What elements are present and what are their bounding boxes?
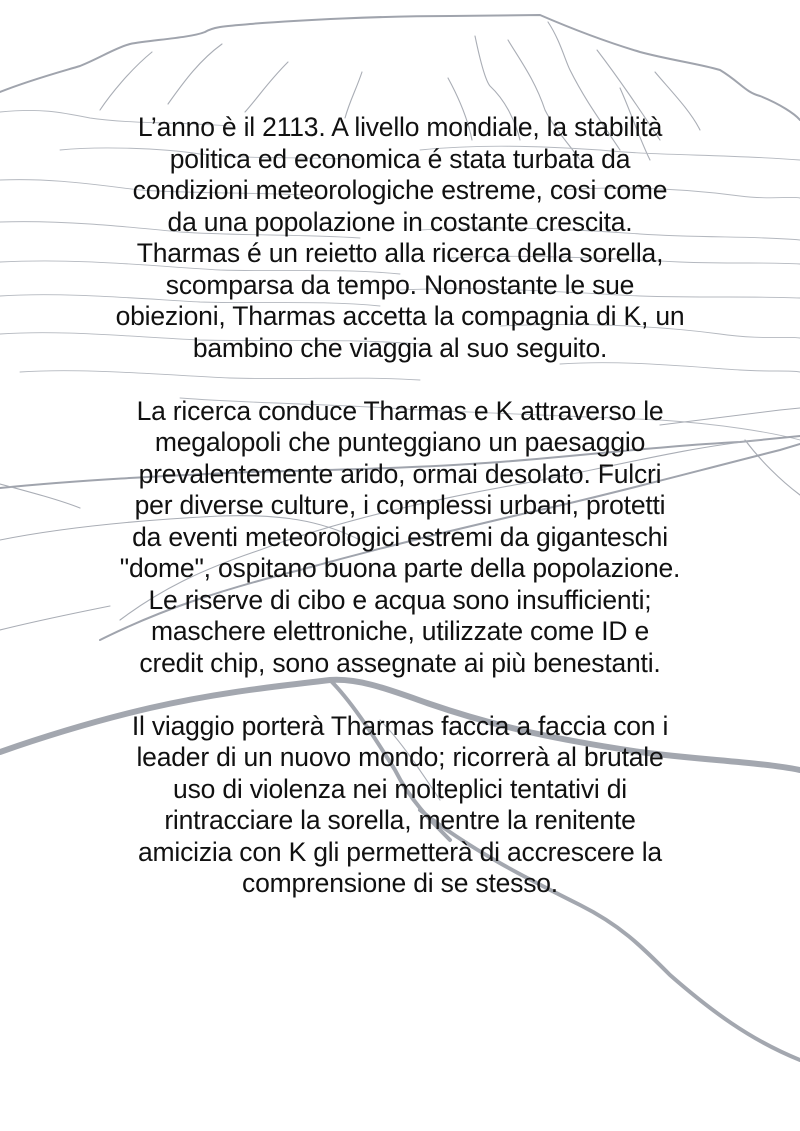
text-line: politica ed economica é stata turbata da	[169, 143, 631, 174]
text-line: bambino che viaggia al suo seguito.	[192, 332, 608, 363]
text-line: amicizia con K gli permetterà di accrescere la	[138, 836, 662, 867]
text-line: maschere elettroniche, utilizzate come ID e	[150, 616, 650, 646]
text-line: Le riserve di cibo e acqua sono insufficienti;	[148, 584, 652, 615]
text-line: Il viaggio porterà Tharmas faccia a faccia con i	[131, 710, 669, 741]
synopsis-text	[0, 112, 800, 900]
text-line: da una popolazione in costante crescita.	[167, 206, 633, 237]
text-line: prevalentemente arido, ormai desolato. Fulcri	[138, 458, 662, 489]
paragraph-intro	[0, 112, 800, 364]
text-line: "dome", ospitano buona parte della popolazione.	[119, 553, 681, 583]
text-line: rintracciare la sorella, mentre la renitente	[164, 805, 636, 835]
mountain-outline	[0, 15, 800, 120]
paragraph-megalopolis	[0, 396, 800, 680]
text-line: L’anno è il 2113. A livello mondiale, la stabilità	[137, 112, 663, 142]
text-line: Tharmas é un reietto alla ricerca della sorella,	[136, 238, 664, 268]
text-line: scomparsa da tempo. Nonostante le sue	[165, 269, 635, 300]
text-line: credit chip, sono assegnate ai più benestanti.	[139, 647, 661, 678]
text-line: obiezioni, Tharmas accetta la compagnia di K, un	[115, 301, 685, 331]
paragraph-journey	[0, 711, 800, 900]
text-line: da eventi meteorologici estremi da giganteschi	[132, 521, 668, 552]
text-line: megalopoli che punteggiano un paesaggio	[154, 427, 646, 457]
text-line: leader di un nuovo mondo; ricorrerà al brutale	[136, 742, 664, 772]
text-line: La ricerca conduce Tharmas e K attraverso le	[136, 395, 664, 426]
text-line: condizioni meteorologiche estreme, cosi come	[132, 175, 668, 205]
text-line: per diverse culture, i complessi urbani, protetti	[134, 490, 666, 520]
text-line: comprensione di se stesso.	[242, 868, 558, 898]
text-line: uso di violenza nei molteplici tentativi di	[173, 773, 627, 804]
